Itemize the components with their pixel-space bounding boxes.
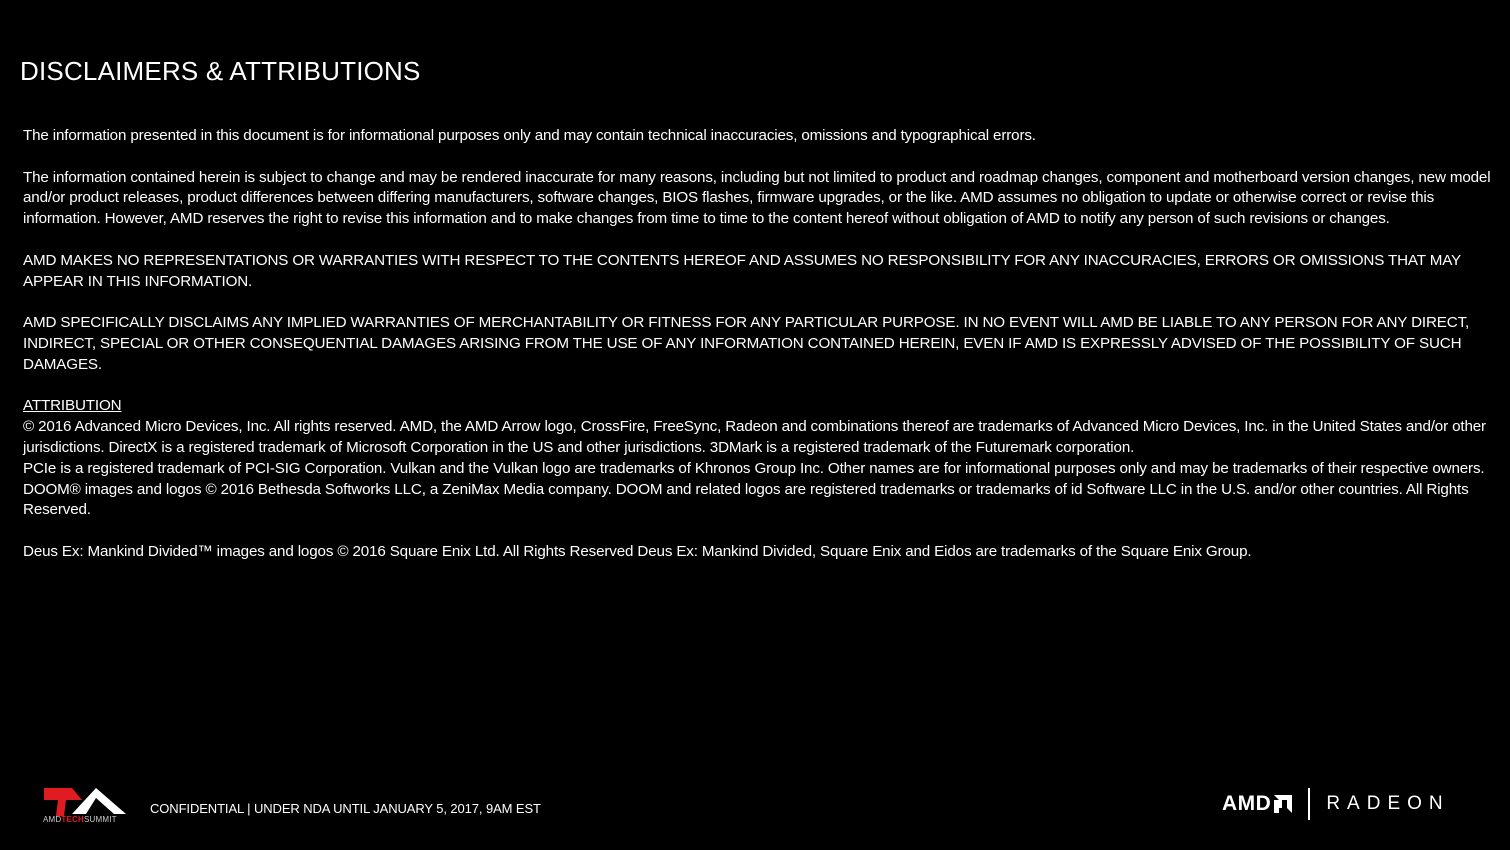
brand-divider xyxy=(1308,788,1310,820)
amd-logo: AMD xyxy=(1222,792,1292,816)
disclaimer-paragraph-warranty: AMD MAKES NO REPRESENTATIONS OR WARRANTIES WITH RESPECT TO THE CONTENTS HEREOF AND ASSUMES NO RESPONSIBILITY FOR ANY INACCURACIES, ERRORS OR OMISSIONS THAT MAY APPEAR IN THIS INFORMATION. xyxy=(23,251,1461,290)
attribution-text-amd: © 2016 Advanced Micro Devices, Inc. All rights reserved. AMD, the AMD Arrow logo, CrossFire, FreeSync, Radeon and combinations thereof are trademarks of Advanced Micro Devices, Inc. in the United States and/or other jurisdictions. DirectX is a registered trademark of Microsoft Corporation in the US and other jurisdictions. 3DMark is a registered trademark of the Futuremark corporation. xyxy=(23,418,1486,456)
attribution-text-trademarks: PCIe is a registered trademark of PCI-SIG Corporation. Vulkan and the Vulkan logo are trademarks of Khronos Group Inc. Other names are for informational purposes only and may be trademarks of their respective owners. DOOM® images and logos © 2016 Bethesda Softworks LLC, a ZeniMax Media company. DOOM and related logos are registered trademarks or trademarks of id Software LLC in the U.S. and/or other countries. All Rights Reserved. xyxy=(23,459,1485,519)
attribution-heading: ATTRIBUTION xyxy=(23,397,122,415)
attribution-text-deus-ex: Deus Ex: Mankind Divided™ images and logos © 2016 Square Enix Ltd. All Rights Reserved Deus Ex: Mankind Divided, Square Enix and Eidos are trademarks of the Square Enix Group. xyxy=(23,542,1252,560)
disclaimer-content xyxy=(23,126,1501,584)
radeon-logo: RADEON xyxy=(1326,793,1450,814)
page-title: DISCLAIMERS & ATTRIBUTIONS xyxy=(20,56,421,86)
brand-logos xyxy=(1222,788,1450,820)
amd-arrow-icon xyxy=(1274,795,1292,813)
disclaimer-paragraph-info: The information presented in this document is for informational purposes only and may contain technical inaccuracies, omissions and typographical errors. xyxy=(23,127,1036,144)
attribution-block xyxy=(23,396,1501,521)
confidential-notice: CONFIDENTIAL | UNDER NDA UNTIL JANUARY 5, 2017, 9AM EST xyxy=(150,801,541,816)
disclaimer-paragraph-liability: AMD SPECIFICALLY DISCLAIMS ANY IMPLIED WARRANTIES OF MERCHANTABILITY OR FITNESS FOR ANY PARTICULAR PURPOSE. IN NO EVENT WILL AMD BE LIABLE TO ANY PERSON FOR ANY DIRECT, INDIRECT, SPECIAL OR OTHER CONSEQUENTIAL DAMAGES ARISING FROM THE USE OF ANY INFORMATION CONTAINED HEREIN, EVEN IF AMD IS EXPRESSLY ADVISED OF THE POSSIBILITY OF SUCH DAMAGES. xyxy=(23,314,1470,373)
amd-tech-summit-logo-text: AMDTECHSUMMIT xyxy=(43,815,117,824)
disclaimer-paragraph-change: The information contained herein is subject to change and may be rendered inaccurate for many reasons, including but not limited to product and roadmap changes, component and motherboard version changes, new model and/or product releases, product differences between differing manufacturers, software changes, BIOS flashes, firmware upgrades, or the like. AMD assumes no obligation to update or otherwise correct or revise this information. However, AMD reserves the right to revise this information and to make changes from time to time to the content hereof without obligation of AMD to notify any person of such revisions or changes. xyxy=(23,168,1491,228)
